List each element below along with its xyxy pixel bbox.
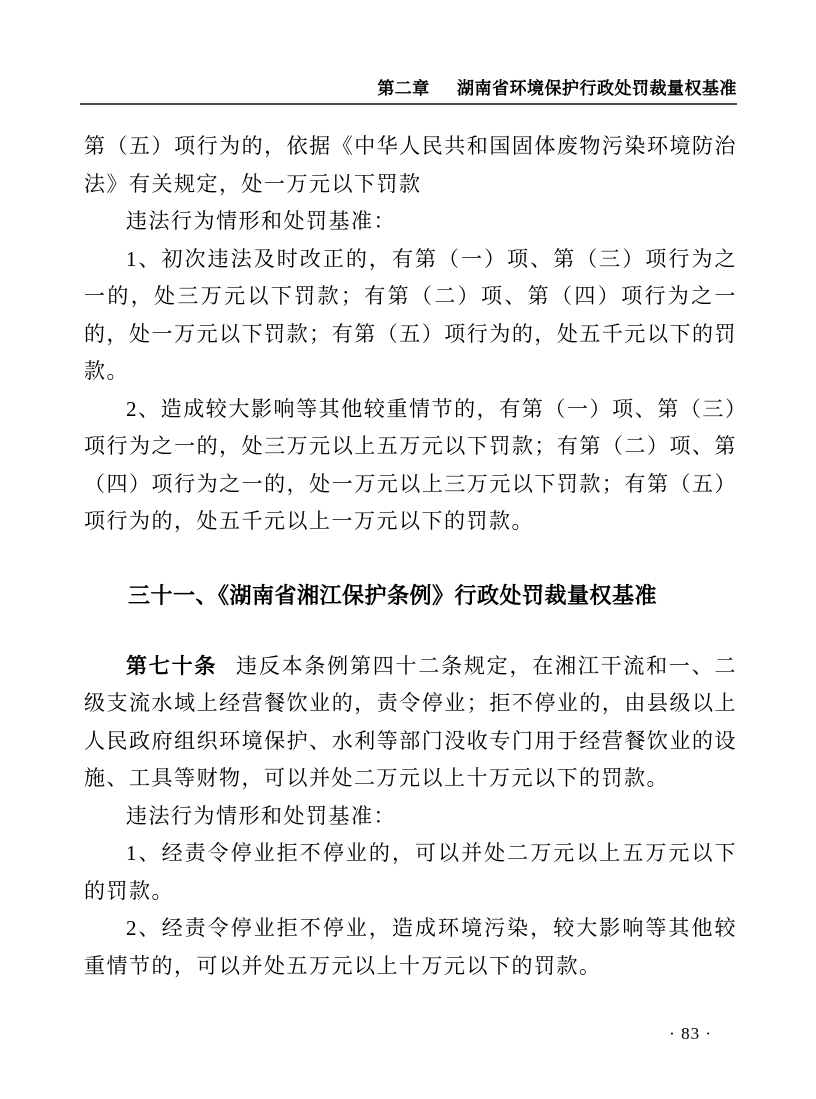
page-number: · 83 · <box>669 1024 712 1043</box>
criteria-item-1b: 1、经责令停业拒不停业的，可以并处二万元以上五万元以下的罚款。 <box>84 841 737 903</box>
criteria-intro-paragraph-2: 违法行为情形和处罚基准： <box>126 803 396 828</box>
section-heading: 三十一、《湖南省湘江保护条例》行政处罚裁量权基准 <box>128 582 658 608</box>
article-number: 第七十条 <box>126 654 218 678</box>
header-rule <box>80 103 737 105</box>
criteria-intro-paragraph: 违法行为情形和处罚基准： <box>126 209 396 233</box>
page-header <box>84 74 737 99</box>
document-body <box>84 128 737 985</box>
continuation-paragraph: 第（五）项行为的，依据《中华人民共和国固体废物污染环境防治法》有关规定，处一万元以下罚款 <box>84 134 737 196</box>
criteria-item-2b: 2、经责令停业拒不停业，造成环境污染，较大影响等其他较重情节的，可以并处五万元以上十万元以下的罚款。 <box>84 916 737 978</box>
header-title: 湖南省环境保护行政处罚裁量权基准 <box>457 79 737 98</box>
criteria-item-2: 2、造成较大影响等其他较重情节的，有第（一）项、第（三）项行为之一的，处三万元以上五万元以下罚款；有第（二）项、第（四）项行为之一的，处一万元以上三万元以下罚款；有第（五）项行为的，处五千元以上一万元以下的罚款。 <box>84 396 737 533</box>
article-paragraph <box>84 648 737 798</box>
header-chapter-label: 第二章 <box>377 79 430 98</box>
criteria-item-1: 1、初次违法及时改正的，有第（一）项、第（三）项行为之一的，处三万元以下罚款；有第（二）项、第（四）项行为之一的，处一万元以下罚款；有第（五）项行为的，处五千元以下的罚款。 <box>84 246 737 383</box>
article-text: 违反本条例第四十二条规定，在湘江干流和一、二级支流水域上经营餐饮业的，责令停业；拒不停业的，由县级以上人民政府组织环境保护、水利等部门没收专门用于经营餐饮业的设施、工具等财物，可以并处二万元以上十万元以下的罚款。 <box>84 653 738 790</box>
